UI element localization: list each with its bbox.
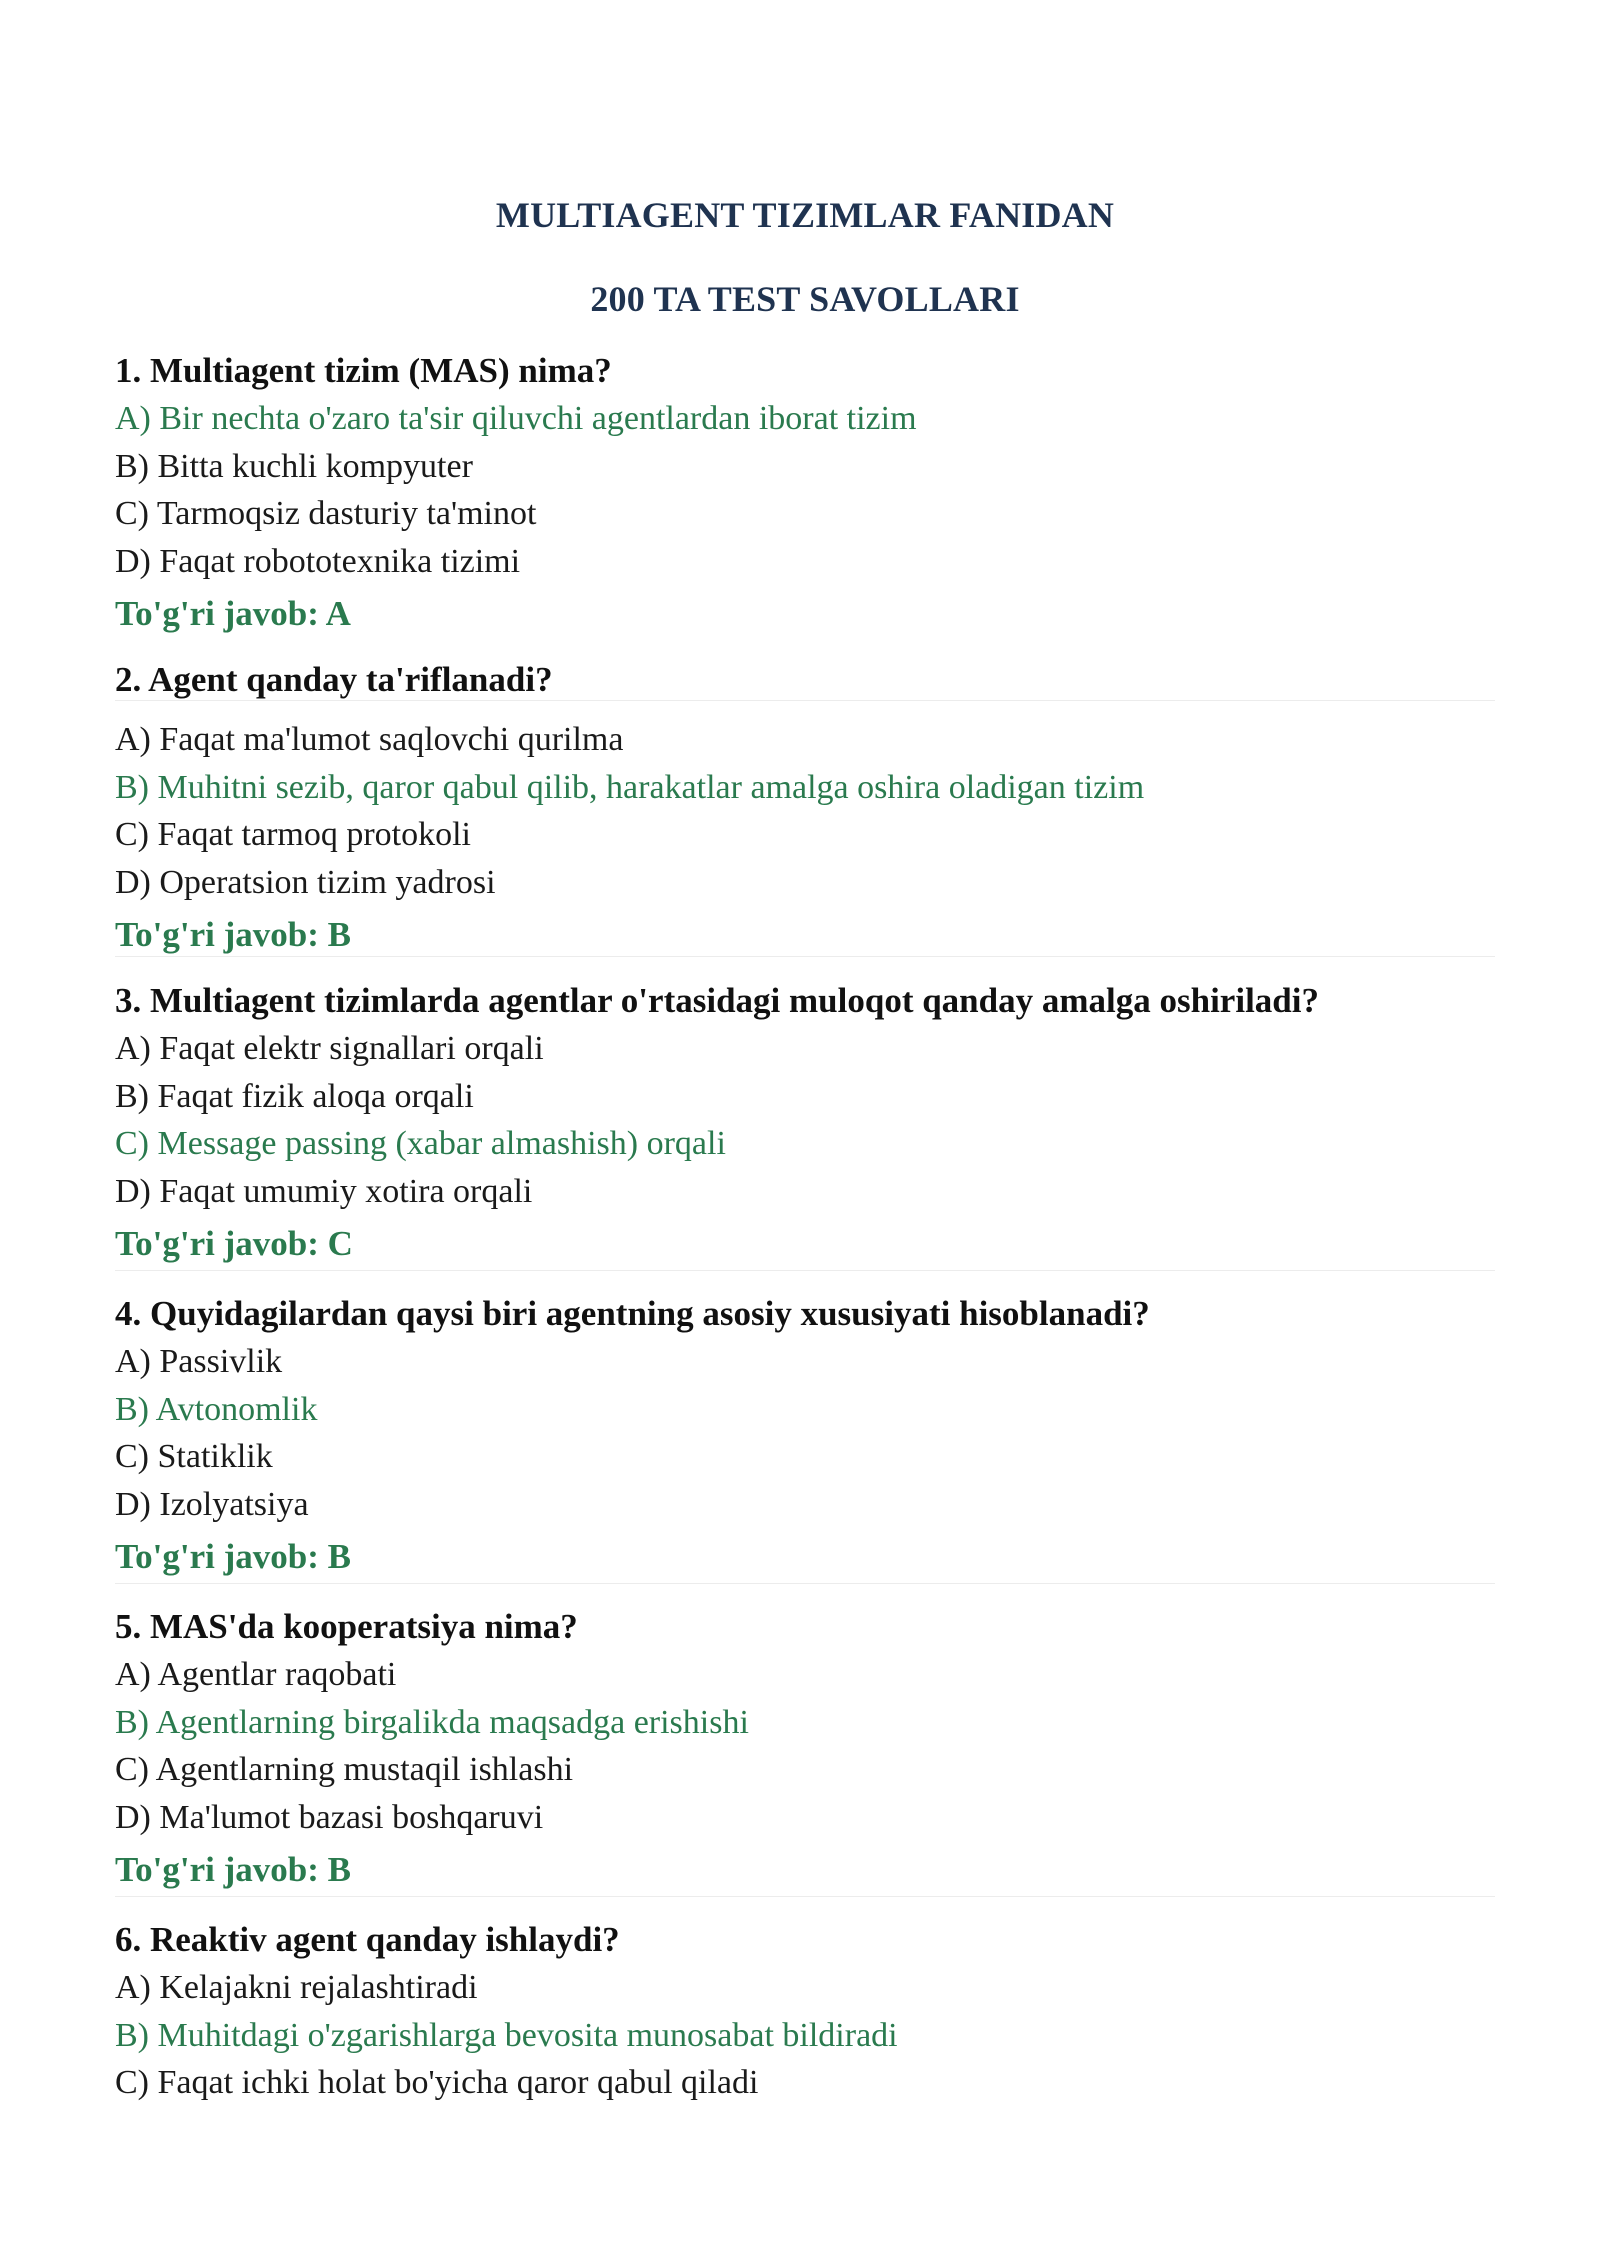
correct-answer: To'g'ri javob: B — [115, 915, 351, 954]
option-d: D) Izolyatsiya — [115, 1485, 309, 1523]
option-b: B) Avtonomlik — [115, 1390, 318, 1428]
option-c: C) Message passing (xabar almashish) orqali — [115, 1125, 726, 1162]
option-c: C) Tarmoqsiz dasturiy ta'minot — [115, 495, 537, 532]
option-d: D) Operatsion tizim yadrosi — [115, 863, 496, 901]
question-block-2 — [115, 656, 1495, 962]
option-b: B) Muhitni sezib, qaror qabul qilib, harakatlar amalga oshira oladigan tizim — [115, 768, 1145, 806]
option-c: C) Agentlarning mustaqil ishlashi — [115, 1751, 574, 1788]
question-block-5 — [115, 1603, 1495, 1897]
option-a: A) Kelajakni rejalashtiradi — [115, 1969, 478, 2006]
divider — [115, 956, 1495, 957]
divider — [115, 1896, 1495, 1897]
question-text: 2. Agent qanday ta'riflanadi? — [115, 660, 553, 699]
question-block-1 — [115, 347, 1495, 641]
correct-answer: To'g'ri javob: B — [115, 1850, 351, 1889]
option-b: B) Bitta kuchli kompyuter — [115, 447, 473, 485]
divider — [115, 1583, 1495, 1584]
document-title: MULTIAGENT TIZIMLAR FANIDAN — [495, 195, 1115, 235]
question-text: 5. MAS'da kooperatsiya nima? — [115, 1607, 578, 1646]
option-d: D) Ma'lumot bazasi boshqaruvi — [115, 1798, 544, 1836]
option-a: A) Faqat elektr signallari orqali — [115, 1030, 544, 1067]
option-a: A) Faqat ma'lumot saqlovchi qurilma — [115, 721, 624, 758]
option-c: C) Statiklik — [115, 1438, 273, 1475]
question-text: 6. Reaktiv agent qanday ishlaydi? — [115, 1920, 620, 1959]
document-subtitle: 200 TA TEST SAVOLLARI — [590, 279, 1020, 319]
option-b: B) Agentlarning birgalikda maqsadga erishishi — [115, 1703, 749, 1741]
correct-answer: To'g'ri javob: B — [115, 1537, 351, 1576]
correct-answer: To'g'ri javob: A — [115, 594, 351, 633]
correct-answer: To'g'ri javob: C — [115, 1224, 353, 1263]
option-a: A) Bir nechta o'zaro ta'sir qiluvchi agentlardan iborat tizim — [115, 400, 917, 437]
option-c: C) Faqat ichki holat bo'yicha qaror qabul qiladi — [115, 2064, 759, 2101]
option-b: B) Faqat fizik aloqa orqali — [115, 1077, 474, 1115]
question-text: 1. Multiagent tizim (MAS) nima? — [115, 351, 612, 390]
option-a: A) Agentlar raqobati — [115, 1656, 397, 1693]
option-c: C) Faqat tarmoq protokoli — [115, 816, 472, 853]
divider — [115, 1270, 1495, 1271]
question-text: 4. Quyidagilardan qaysi biri agentning asosiy xususiyati hisoblanadi? — [115, 1294, 1150, 1333]
option-d: D) Faqat umumiy xotira orqali — [115, 1172, 533, 1210]
question-block-3 — [115, 977, 1495, 1271]
option-b: B) Muhitdagi o'zgarishlarga bevosita munosabat bildiradi — [115, 2016, 898, 2054]
question-text: 3. Multiagent tizimlarda agentlar o'rtasidagi muloqot qanday amalga oshiriladi? — [115, 981, 1319, 1020]
option-d: D) Faqat robototexnika tizimi — [115, 542, 521, 580]
option-a: A) Passivlik — [115, 1343, 283, 1380]
question-block-4 — [115, 1290, 1495, 1584]
question-block-6 — [115, 1916, 1495, 2107]
